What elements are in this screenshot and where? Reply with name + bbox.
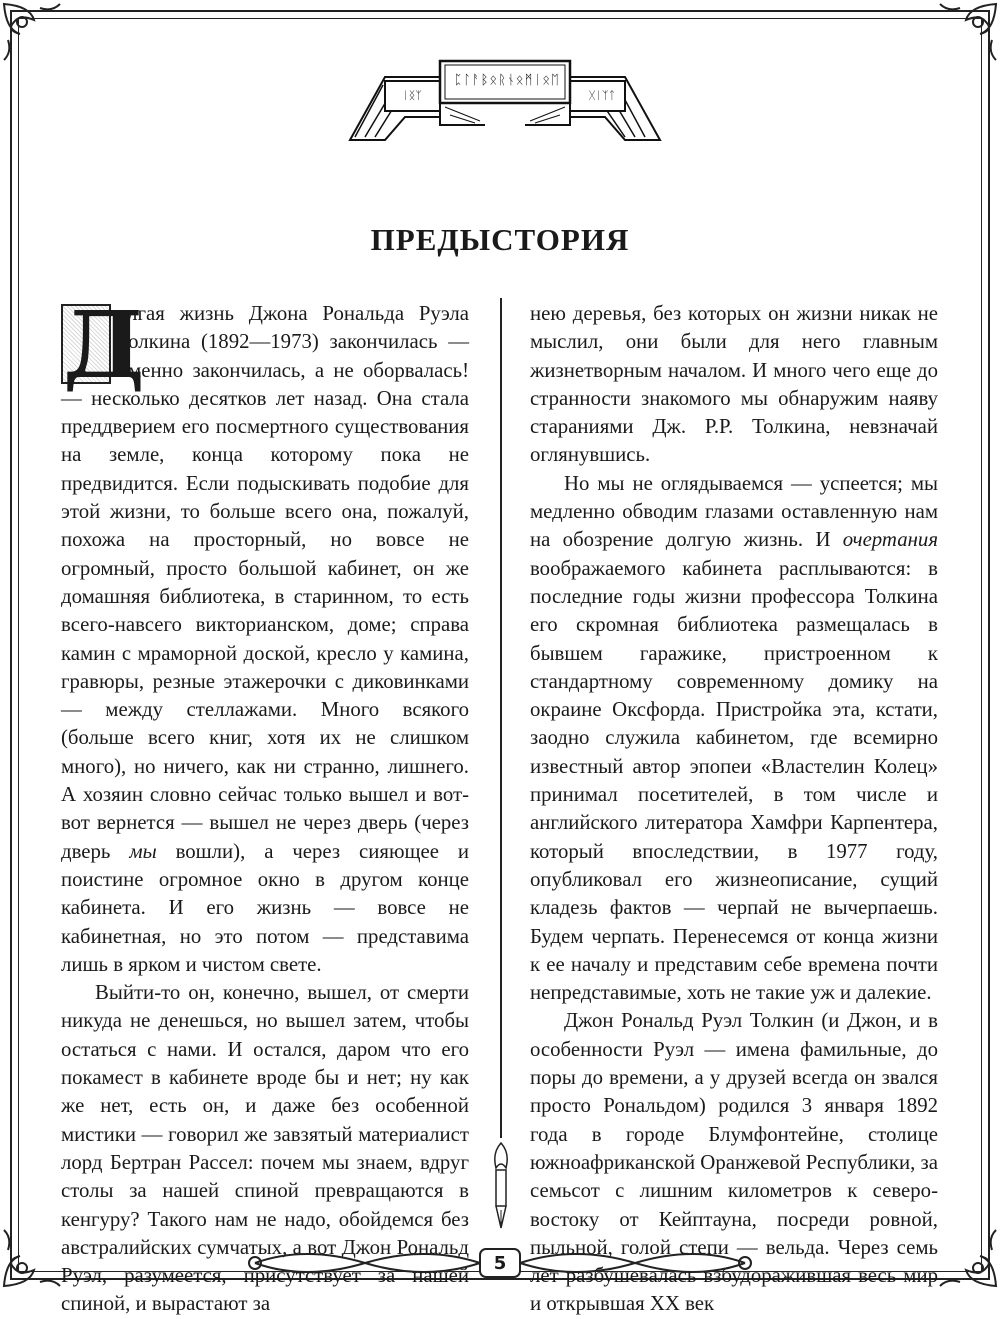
paragraph-text: олгая жизнь Джона Рональда Руэла Толкина (1892—1973) закончилась — именно закончилась, а не оборвалась! — несколько десятков лет назад. Она стала преддверием его посмертного существования на земле, конца которому пока не предвидится. Если подыскивать подобие для этой жизни, то больше всего она, пожалуй, похожа на просторный, но вовсе не огромный, просто большой кабинет, он же домашняя библиотека, в старинном, то есть всего-навсего викторианском, доме; справа камин с мраморной доской, кресло у камина, гравюры, резные этажерочки с диковинками — между стеллажами. Много всякого (больше всего книг, хотя их не слишком много), но ничего, как ни странно, лишнего. А хозяин словно сейчас только вышел и вот-вот вернется — вышел не через дверь (через дверь <box>61 302 469 863</box>
page-number: 5 <box>493 1253 507 1274</box>
drop-cap: Д <box>63 291 145 399</box>
text-column-right <box>530 300 938 1319</box>
paragraph-text: вошли), а через сияющее и поистине огромное окно в другом конце кабинета. И его жизнь — вовсе не кабинетная, но это потом — представима лишь в ярком и чистом свете. <box>61 839 470 976</box>
paragraph <box>530 470 938 1008</box>
italic-text: очертания <box>842 528 938 552</box>
paragraph-text: воображаемого кабинета расплываются: в последние годы жизни профессора Толкина его скромная библиотека размещалась в бывшем гаражике, пристроенном к стандартному современному домику на окраине Оксфорда. Пристройка эта, кстати, заодно служила кабинетом, где всемирно известный автор эпопеи «Властелин Колец» принимал посетителей, в том числе и английского литератора Хамфри Карпентера, который впоследствии, в 1977 году, опубликовал его жизнеописание, сущий кладезь фактов — черпай не вычерпаешь. Будем черпать. Перенесемся от конца жизни к ее началу и представим себе времена почти непредставимые, хоть не такие уж и далекие. <box>530 556 938 1005</box>
corner-ornament-icon <box>936 1226 1000 1290</box>
corner-ornament-icon <box>936 0 1000 64</box>
italic-text: мы <box>129 839 157 863</box>
paragraph <box>61 291 470 979</box>
text-column-left <box>61 291 470 1319</box>
banner-runes-right: ᚷᛁᛉᛏ <box>588 88 616 102</box>
paragraph: Джон Рональд Руэл Толкин (и Джон, и в особенности Руэл — имена фамильные, до поры до времени, а у друзей всегда он звался просто Рональдом) родился 3 января 1892 года в городе Блумфонтейне, столице южноафриканской Оранжевой Республики, за семьсот с лишним километров к северо-востоку от Кейптауна, посреди ровной, пыльной, голой степи — вельда. Через семь лет разбушевалась взбудоражившая весь мир и открывшая XX век <box>530 1009 938 1316</box>
paragraph: нею деревья, без которых он жизни никак не мыслил, они были для него главным жизнетворным началом. И много чего еще до странности знакомого мы обнаружим наяву стараниями Дж. Р.Р. Толкина, невзначай оглянувшись. <box>530 302 938 467</box>
corner-ornament-icon <box>0 0 64 64</box>
corner-ornament-icon <box>0 1226 64 1290</box>
paragraph: Выйти-то он, конечно, вышел, от смерти никуда не денешься, но вышел затем, чтобы остаться с нами. И остался, даром что его покамест в кабинете вроде бы и нет; ну как же нет, есть он, и даже без особенной мистики — говорил же завзятый материалист лорд Бертран Рассел: почем мы знаем, вдруг столы за нашей спиной превращаются в кенгуру? Такого нам не надо, обойдемся без австралийских сумчатых, а вот Джон Рональд Руэл, разумеется, присутствует за нашей спиной, и вырастают за <box>61 981 469 1316</box>
banner-runes-center: ᛈᛚᚨᛒᛟᚱᚾᛟᛗᛁᛟᛖ <box>454 72 560 88</box>
runic-banner <box>345 55 665 150</box>
banner-runes-left: ᛁᛝᛉ <box>402 88 422 102</box>
column-divider-pen-icon <box>490 298 512 1258</box>
paragraph-text: Но мы не оглядываемся — успеется; мы медленно обводим глазами оставленную нам на обозрение долгую жизнь. И <box>530 471 938 552</box>
chapter-title: ПРЕДЫСТОРИЯ <box>370 222 630 257</box>
